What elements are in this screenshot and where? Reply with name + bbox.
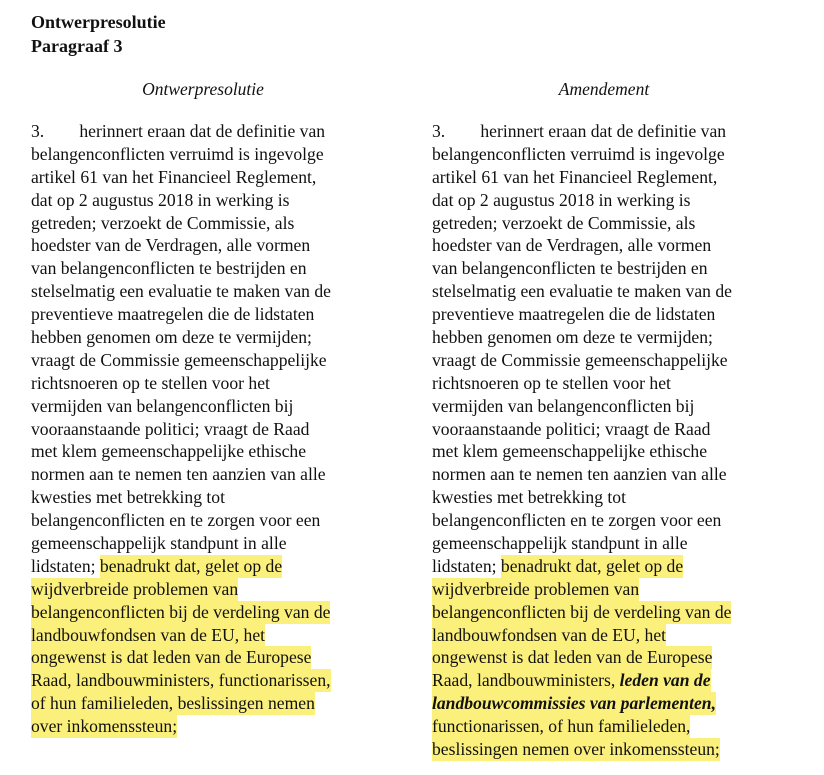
text-segment: gemeenschappelijk standpunt in alle <box>432 533 688 554</box>
text-segment: belangenconflicten verruimd is ingevolge <box>31 143 324 164</box>
text-segment: kwesties met betrekking tot <box>432 487 626 508</box>
text-line <box>31 189 331 212</box>
highlighted-text: landbouwfondsen van de EU, het <box>31 624 266 645</box>
text-line <box>31 257 331 280</box>
highlighted-text: belangenconflicten bij de verdeling van de <box>432 601 732 622</box>
text-line <box>31 692 331 715</box>
text-line <box>432 624 732 647</box>
added-text: landbouwcommissies van parlementen, <box>432 693 716 714</box>
text-segment: van belangenconflicten te bestrijden en <box>432 258 708 279</box>
text-segment: 3. herinnert eraan dat de definitie van <box>432 121 727 141</box>
text-segment: getreden; verzoekt de Commissie, als <box>432 212 696 233</box>
text-line <box>432 440 732 463</box>
text-line <box>31 463 331 486</box>
highlighted-text: landbouwfondsen van de EU, het <box>432 624 667 645</box>
text-line <box>31 715 331 738</box>
text-segment: dat op 2 augustus 2018 in werking is <box>432 189 691 210</box>
text-line <box>31 555 331 578</box>
text-line <box>31 440 331 463</box>
text-line <box>31 601 331 624</box>
text-segment: van belangenconflicten te bestrijden en <box>31 258 307 279</box>
text-line <box>31 349 331 372</box>
text-line <box>31 143 331 166</box>
highlighted-text: over inkomenssteun; <box>31 716 178 737</box>
text-line <box>432 578 732 601</box>
text-line <box>432 646 732 669</box>
text-line <box>31 372 331 395</box>
text-line <box>432 715 732 738</box>
text-line <box>31 669 331 692</box>
text-line <box>432 486 732 509</box>
text-segment: artikel 61 van het Financieel Reglement, <box>432 166 718 187</box>
text-line <box>31 646 331 669</box>
text-segment: 3. herinnert eraan dat de definitie van <box>31 121 326 141</box>
text-segment: stelselmatig een evaluatie te maken van de <box>432 281 732 302</box>
amendment-text <box>432 120 732 761</box>
text-line <box>432 234 732 257</box>
highlighted-text: ongewenst is dat leden van de Europese <box>31 647 312 668</box>
document-title: Ontwerpresolutie <box>31 12 166 32</box>
column-heading-draft: Ontwerpresolutie <box>142 79 264 99</box>
text-line <box>31 166 331 189</box>
text-line <box>432 326 732 349</box>
text-segment: richtsnoeren op te stellen voor het <box>432 372 671 393</box>
text-line <box>432 418 732 441</box>
text-segment: hoedster van de Verdragen, alle vormen <box>31 235 311 256</box>
text-segment: vermijden van belangenconflicten bij <box>31 395 294 416</box>
draft-resolution-text <box>31 120 331 738</box>
text-line <box>432 120 732 143</box>
text-line <box>31 624 331 647</box>
text-segment: hebben genomen om deze te vermijden; <box>31 327 312 348</box>
highlighted-text: ongewenst is dat leden van de Europese <box>432 647 713 668</box>
text-line <box>432 372 732 395</box>
added-text: leden van de <box>619 670 711 691</box>
highlighted-text: belangenconflicten bij de verdeling van de <box>31 601 331 622</box>
text-segment: vraagt de Commissie gemeenschappelijke <box>432 349 728 370</box>
text-segment: met klem gemeenschappelijke ethische <box>432 441 708 462</box>
text-segment: vooraanstaande politici; vraagt de Raad <box>432 418 711 439</box>
highlighted-text: benadrukt dat, gelet op de <box>500 555 684 576</box>
text-segment: stelselmatig een evaluatie te maken van de <box>31 281 331 302</box>
text-line <box>432 738 732 761</box>
text-line <box>31 280 331 303</box>
text-line <box>31 486 331 509</box>
text-segment: belangenconflicten en te zorgen voor een <box>31 510 321 531</box>
text-line <box>31 326 331 349</box>
text-line <box>432 212 732 235</box>
text-line <box>432 143 732 166</box>
highlighted-text: functionarissen, of hun familieleden, <box>432 716 691 737</box>
text-line <box>432 303 732 326</box>
column-heading-amendment: Amendement <box>558 79 650 99</box>
text-segment: dat op 2 augustus 2018 in werking is <box>31 189 290 210</box>
text-segment: belangenconflicten en te zorgen voor een <box>432 510 722 531</box>
text-segment: hebben genomen om deze te vermijden; <box>432 327 713 348</box>
highlighted-text: beslissingen nemen over inkomenssteun; <box>432 739 720 760</box>
text-line <box>432 555 732 578</box>
text-line <box>31 212 331 235</box>
text-segment: gemeenschappelijk standpunt in alle <box>31 533 287 554</box>
text-segment: lidstaten; <box>432 555 501 576</box>
paragraph-label: Paragraaf 3 <box>31 36 123 56</box>
text-segment: artikel 61 van het Financieel Reglement, <box>31 166 317 187</box>
text-segment: vraagt de Commissie gemeenschappelijke <box>31 349 327 370</box>
text-segment: normen aan te nemen ten aanzien van alle <box>31 464 326 485</box>
text-line <box>31 418 331 441</box>
text-segment: belangenconflicten verruimd is ingevolge <box>432 143 725 164</box>
text-line <box>432 349 732 372</box>
text-line <box>432 257 732 280</box>
text-line <box>432 280 732 303</box>
text-line <box>432 692 732 715</box>
text-line <box>432 166 732 189</box>
text-segment: vermijden van belangenconflicten bij <box>432 395 695 416</box>
text-line <box>31 578 331 601</box>
highlighted-text: Raad, landbouwministers, <box>432 670 620 691</box>
text-segment: vooraanstaande politici; vraagt de Raad <box>31 418 310 439</box>
highlighted-text: wijdverbreide problemen van <box>31 578 239 599</box>
text-line <box>31 303 331 326</box>
text-line <box>432 395 732 418</box>
text-line <box>31 395 331 418</box>
text-segment: lidstaten; <box>31 555 100 576</box>
text-line <box>432 669 732 692</box>
text-line <box>31 532 331 555</box>
text-line <box>31 509 331 532</box>
text-segment: richtsnoeren op te stellen voor het <box>31 372 270 393</box>
highlighted-text: of hun familieleden, beslissingen nemen <box>31 693 315 714</box>
text-segment: preventieve maatregelen die de lidstaten <box>31 304 315 325</box>
text-segment: preventieve maatregelen die de lidstaten <box>432 304 716 325</box>
text-line <box>432 189 732 212</box>
text-segment: kwesties met betrekking tot <box>31 487 225 508</box>
text-segment: met klem gemeenschappelijke ethische <box>31 441 307 462</box>
text-segment: hoedster van de Verdragen, alle vormen <box>432 235 712 256</box>
text-line <box>432 532 732 555</box>
text-line <box>31 234 331 257</box>
text-segment: normen aan te nemen ten aanzien van alle <box>432 464 727 485</box>
highlighted-text: wijdverbreide problemen van <box>432 578 640 599</box>
highlighted-text: benadrukt dat, gelet op de <box>99 555 283 576</box>
text-line <box>432 509 732 532</box>
text-line <box>31 120 331 143</box>
highlighted-text: Raad, landbouwministers, functionarissen, <box>31 670 331 691</box>
text-segment: getreden; verzoekt de Commissie, als <box>31 212 295 233</box>
text-line <box>432 463 732 486</box>
text-line <box>432 601 732 624</box>
